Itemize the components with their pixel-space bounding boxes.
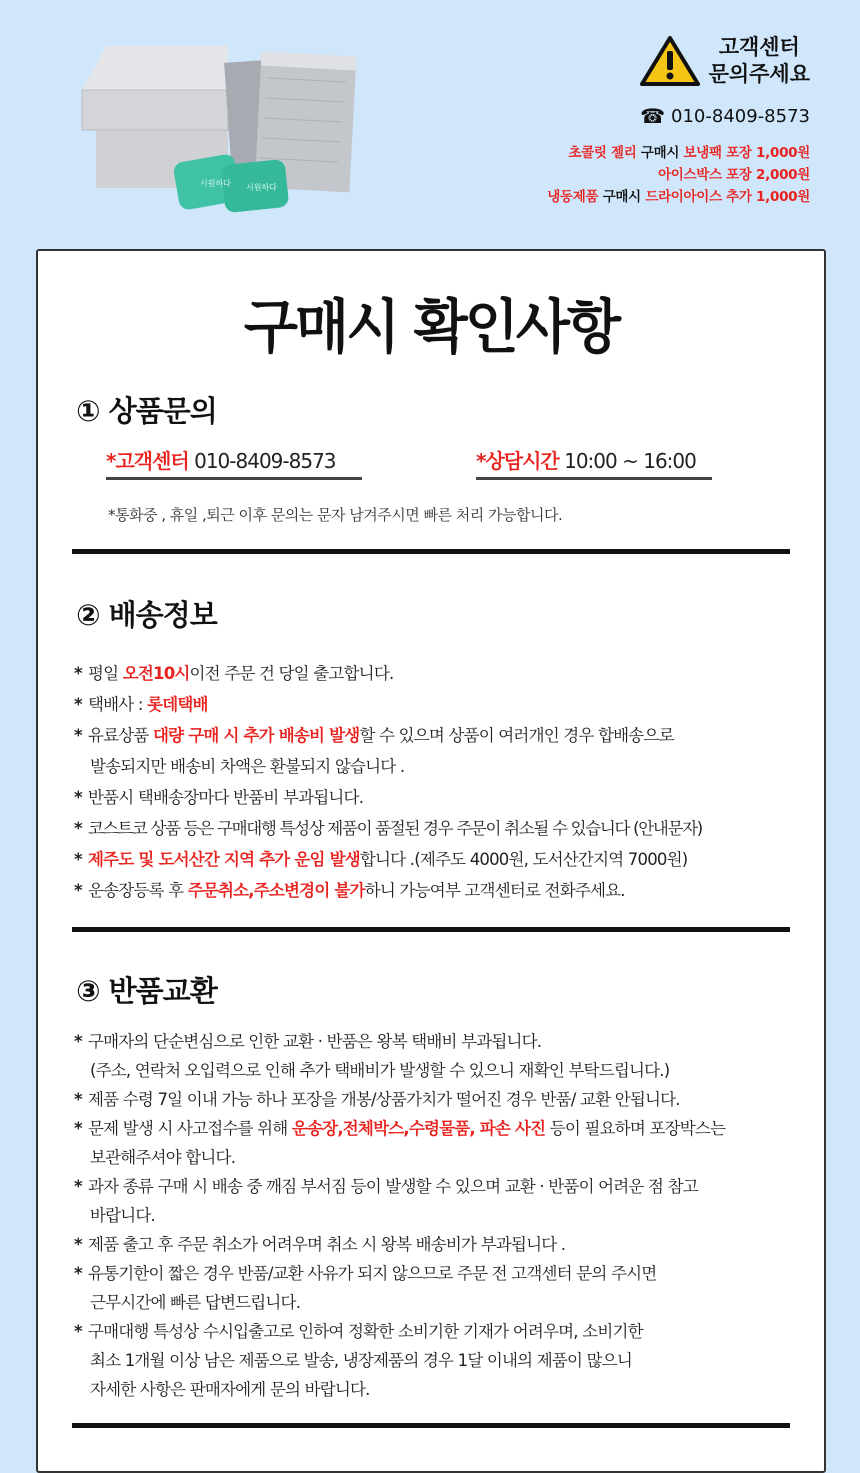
list-item: * 반품시 택배송장마다 반품비 부과됩니다.: [74, 782, 814, 813]
consult-hours-label: *상담시간: [476, 449, 559, 473]
purchase-notice-card: [36, 249, 826, 1473]
list-item: * 유통기한이 짧은 경우 반품/교환 사유가 되지 않으므로 주문 전 고객센터 문의 주시면 근무시간에 빠른 답변드립니다.: [74, 1259, 814, 1317]
section-divider: [72, 927, 790, 932]
section-divider: [72, 1423, 790, 1428]
customer-center-banner: [547, 34, 810, 88]
section-title-returns: ③ 반품교환: [76, 974, 217, 1008]
inquiry-note: *통화중 , 휴일 ,퇴근 이후 문의는 문자 남겨주시면 빠른 처리 가능합니다.: [108, 506, 563, 524]
section-divider: [72, 549, 790, 554]
section-title-inquiry: ① 상품문의: [76, 394, 217, 428]
customer-center-label: *고객센터: [106, 449, 189, 473]
list-item: * 택배사 : 롯데택배: [74, 689, 814, 720]
list-item: * 문제 발생 시 사고접수를 위해 운송장,전체박스,수령물품, 파손 사진 등이 필요하며 포장박스는 보관해주셔야 합니다.: [74, 1114, 814, 1172]
contact-info: [547, 34, 810, 208]
consult-hours-box: [476, 445, 712, 480]
list-item: * 구매대행 특성상 수시입출고로 인하여 정확한 소비기한 기재가 어려우며, 소비기한 최소 1개월 이상 남은 제품으로 발송, 냉장제품의 경우 1달 이내의 제품이 많으니 자세한 사항은 판매자에게 문의 바랍니다.: [74, 1317, 814, 1404]
ice-pack-label: 시원하다: [246, 183, 277, 192]
list-item: * 구매자의 단순변심으로 인한 교환 · 반품은 왕복 택배비 부과됩니다. (주소, 연락처 오입력으로 인해 추가 택배비가 발생할 수 있으니 재확인 부탁드립니다.): [74, 1027, 814, 1085]
customer-center-title: 고객센터: [718, 35, 800, 59]
list-item: * 평일 오전10시이전 주문 건 당일 출고합니다.: [74, 658, 814, 689]
header: [0, 0, 860, 240]
list-item: * 코스트코 상품 등은 구매대행 특성상 제품이 품절된 경우 주문이 취소될 수 있습니다 (안내문자): [74, 813, 814, 844]
list-item: * 운송장등록 후 주문취소,주소변경이 불가하니 가능여부 고객센터로 전화주세요.: [74, 875, 814, 906]
packaging-notices: [547, 142, 810, 208]
section-title-shipping: ② 배송정보: [76, 598, 217, 632]
ice-pack-label: 시원하다: [200, 179, 231, 188]
list-item: * 제주도 및 도서산간 지역 추가 운임 발생합니다 .(제주도 4000원, 도서산간지역 7000원): [74, 844, 814, 875]
customer-center-phone[interactable]: 010-8409-8573: [194, 449, 336, 473]
list-item: * 유료상품 대량 구매 시 추가 배송비 발생할 수 있으며 상품이 여러개인 경우 합배송으로 발송되지만 배송비 차액은 환불되지 않습니다 .: [74, 720, 814, 782]
phone-row: [547, 104, 810, 128]
returns-exchange-list: [74, 1027, 814, 1404]
phone-number[interactable]: 010-8409-8573: [671, 105, 810, 127]
ice-pack-icon: [172, 153, 289, 213]
page-title: 구매시 확인사항: [243, 293, 619, 362]
shipping-info-list: [74, 658, 814, 906]
notice-line: 냉동제품 구매시 드라이아이스 추가 1,000원: [547, 189, 810, 205]
customer-center-subtitle: 문의주세요: [708, 62, 810, 86]
telephone-icon: ☎: [640, 104, 666, 128]
packaging-product-image: [78, 38, 368, 218]
list-item: * 과자 종류 구매 시 배송 중 깨짐 부서짐 등이 발생할 수 있으며 교환 · 반품이 어려운 점 참고 바랍니다.: [74, 1172, 814, 1230]
notice-line: 초콜릿 젤리 구매시 보냉팩 포장 1,000원: [568, 145, 810, 161]
consult-hours-value: 10:00 ~ 16:00: [564, 449, 696, 473]
notice-line: 아이스박스 포장 2,000원: [658, 167, 810, 183]
warning-icon: [639, 35, 701, 87]
customer-center-box: [106, 445, 362, 480]
list-item: * 제품 출고 후 주문 취소가 어려우며 취소 시 왕복 배송비가 부과됩니다 .: [74, 1230, 814, 1259]
list-item: * 제품 수령 7일 이내 가능 하나 포장을 개봉/상품가치가 떨어진 경우 반품/ 교환 안됩니다.: [74, 1085, 814, 1114]
